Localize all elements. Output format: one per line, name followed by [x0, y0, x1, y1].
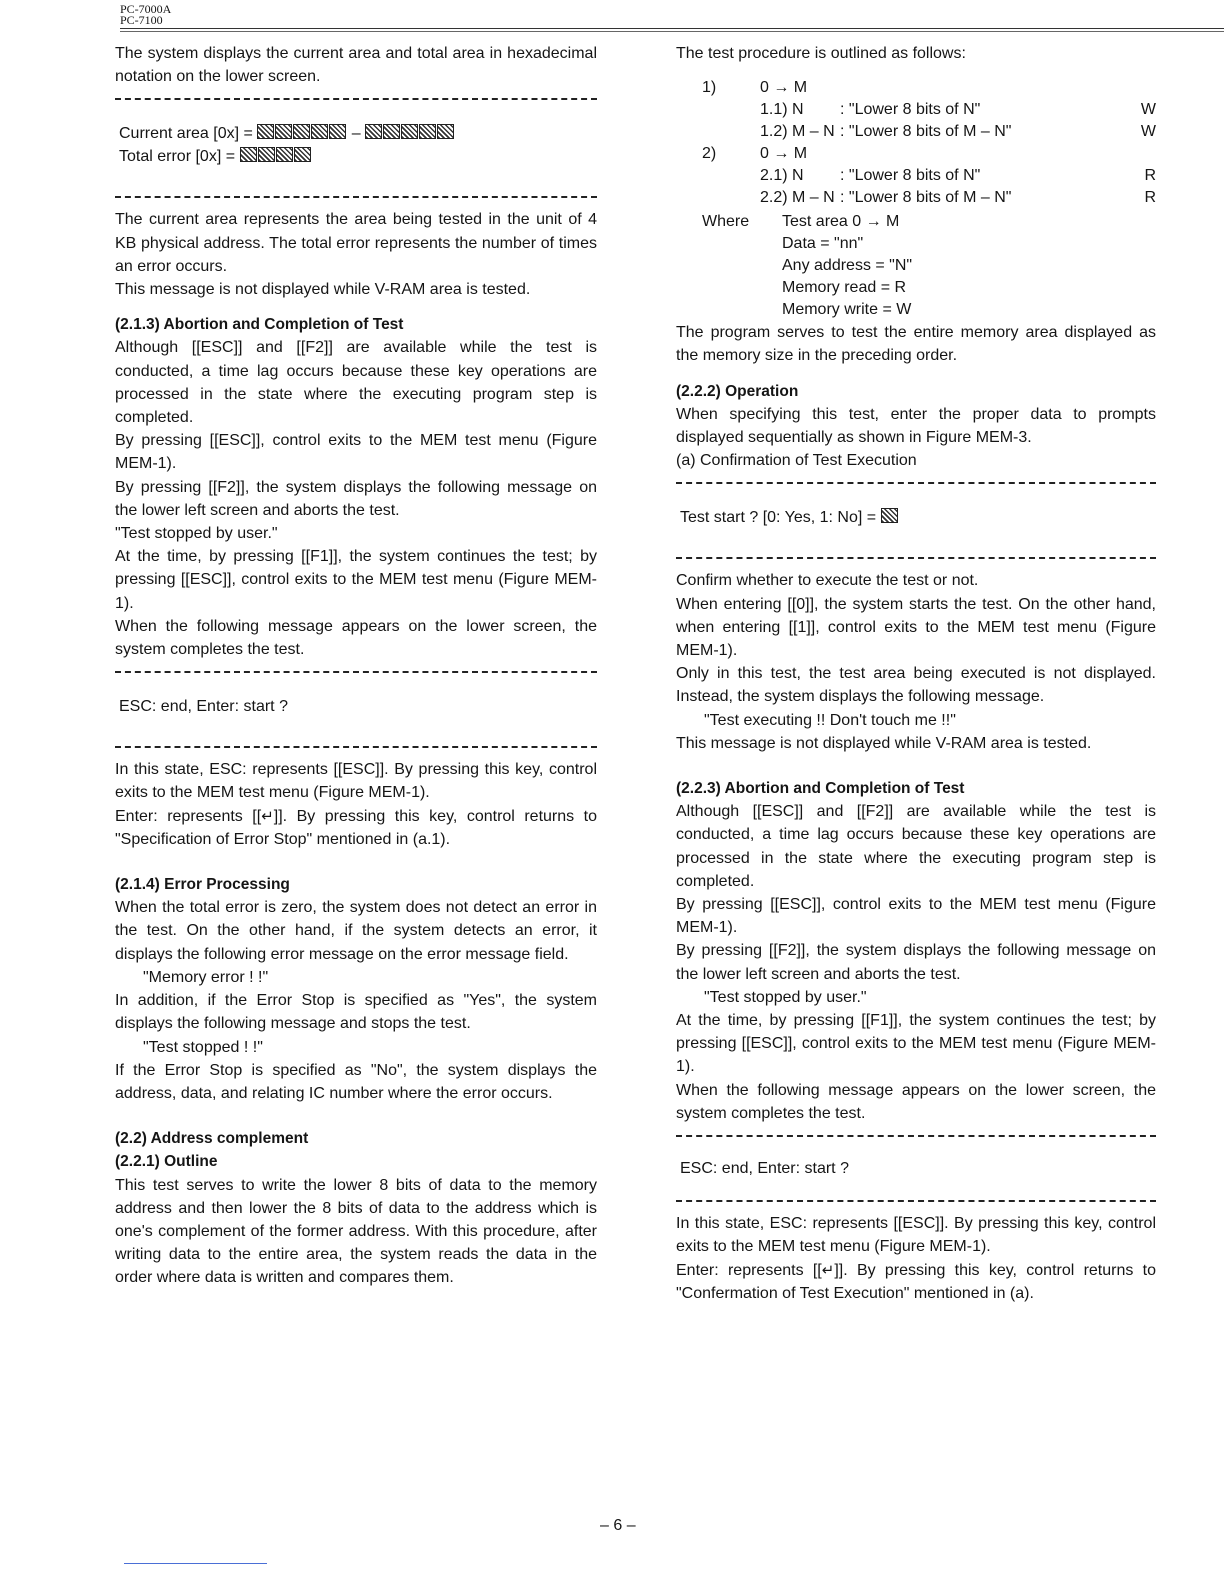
procedure-step: 2.2) M – N : "Lower 8 bits of M – N" R	[760, 189, 1156, 207]
paragraph: Confirm whether to execute the test or not.	[676, 572, 979, 590]
paragraph: This message is not displayed while V-RAM area is tested.	[676, 734, 1092, 752]
paragraph: If the Error Stop is specified as "No", the system displays the address, data, and relating IC number where the error occurs.	[115, 1061, 597, 1102]
paragraph: (a) Confirmation of Test Execution	[676, 452, 917, 470]
where-item: Test area 0 → M	[782, 213, 900, 231]
procedure-step: 2.1) N : "Lower 8 bits of N" R	[760, 167, 1156, 185]
left-column	[115, 42, 597, 1290]
dashed-rule	[115, 98, 597, 100]
paragraph: The system displays the current area and total area in hexadecimal notation on the lower screen.	[115, 45, 597, 86]
screen-line: ESC: end, Enter: start ?	[119, 698, 288, 716]
paragraph: When the following message appears on the lower screen, the system completes the test.	[676, 1081, 1156, 1122]
procedure-step: 2) 0 → M	[702, 145, 808, 163]
paragraph: When the total error is zero, the system does not detect an error in the test. On the other hand, if the system detects an error, it displays the following error message on the error message field.	[115, 899, 597, 963]
dashed-rule	[676, 482, 1156, 484]
enter-key-icon: ↵	[821, 1261, 835, 1279]
dashed-rule	[115, 196, 597, 198]
quoted-message: "Test stopped by user."	[704, 988, 867, 1006]
section-heading: (2.2) Address complement	[115, 1130, 309, 1148]
procedure-step: 1.1) N : "Lower 8 bits of N" W	[760, 101, 1156, 119]
dashed-rule	[115, 671, 597, 673]
quoted-message: "Memory error ! !"	[143, 968, 269, 986]
paragraph: Enter: represents [[↵]]. By pressing this key, control returns to "Confermation of Test Execution" mentioned in (a).	[676, 1259, 1156, 1305]
header-rule	[120, 28, 1224, 29]
page-header	[120, 4, 1224, 26]
model-line-1: PC-7000A	[120, 2, 172, 16]
paragraph: When the following message appears on the lower screen, the system completes the test.	[115, 617, 597, 659]
page-number: – 6 –	[600, 1517, 636, 1534]
dashed-rule	[676, 1200, 1156, 1202]
screen-line-current-area	[119, 122, 597, 145]
paragraph: The test procedure is outlined as follows:	[676, 45, 966, 62]
masked-hex-digit-icon	[257, 125, 347, 142]
masked-hex-digit-icon	[881, 509, 899, 526]
paragraph: By pressing [[F2]], the system displays the following message on the lower left screen and aborts the test.	[676, 942, 1156, 983]
screen-label: Current area [0x] =	[119, 125, 253, 143]
paragraph: This message is not displayed while V-RAM area is tested.	[115, 281, 531, 299]
section-heading: (2.1.4) Error Processing	[115, 876, 290, 894]
header-rule-2	[120, 31, 1224, 32]
paragraph: Only in this test, the test area being executed is not displayed. Instead, the system displays the following message.	[676, 665, 1156, 706]
paragraph: By pressing [[F2]], the system displays the following message on the lower left screen and aborts the test.	[115, 478, 597, 519]
paragraph: At the time, by pressing [[F1]], the system continues the test; by pressing [[ESC]], control exits to the MEM test menu (Figure MEM-1).	[676, 1012, 1156, 1076]
paragraph: In addition, if the Error Stop is specified as "Yes", the system displays the following message and stops the test.	[115, 992, 597, 1033]
where-item: Memory write = W	[782, 301, 912, 319]
procedure-list	[676, 77, 1156, 321]
model-line-2: PC-7100	[120, 13, 163, 27]
right-column	[676, 42, 1156, 1305]
dashed-rule	[115, 746, 597, 748]
procedure-step: 1) 0 → M	[702, 79, 808, 97]
section-heading: (2.2.2) Operation	[676, 382, 799, 400]
where-item: Data = "nn"	[782, 235, 864, 253]
paragraph: The program serves to test the entire memory area displayed as the memory size in the preceding order.	[676, 324, 1156, 365]
paragraph: Although [[ESC]] and [[F2]] are available while the test is conducted, a time lag occurs because these key operations are processed in the state where the executing program step is completed.	[115, 339, 597, 427]
paragraph: In this state, ESC: represents [[ESC]]. By pressing this key, control exits to the MEM test menu (Figure MEM-1).	[115, 761, 597, 802]
procedure-step: 1.2) M – N : "Lower 8 bits of M – N" W	[760, 123, 1156, 141]
paragraph: Although [[ESC]] and [[F2]] are available while the test is conducted, a time lag occurs because these key operations are processed in the state where the executing program step is completed.	[676, 803, 1156, 890]
section-heading: (2.2.1) Outline	[115, 1153, 218, 1171]
screen-line: Test start ? [0: Yes, 1: No] =	[680, 509, 877, 527]
where-item: Memory read = R	[782, 279, 907, 297]
screen-separator: –	[351, 125, 361, 143]
paragraph: The current area represents the area being tested in the unit of 4 KB physical address. The total error represents the number of times an error occurs.	[115, 211, 597, 275]
screen-line-total-error	[119, 145, 597, 168]
paragraph: When entering [[0]], the system starts the test. On the other hand, when entering [[1]], control exits to the MEM test menu (Figure MEM-1).	[676, 595, 1156, 660]
where-legend	[702, 211, 1156, 321]
where-label: Where	[702, 213, 750, 231]
paragraph: By pressing [[ESC]], control exits to the MEM test menu (Figure MEM-1).	[676, 896, 1156, 937]
quoted-message: "Test stopped by user."	[115, 525, 278, 543]
paragraph: In this state, ESC: represents [[ESC]]. By pressing this key, control exits to the MEM test menu (Figure MEM-1).	[676, 1215, 1156, 1256]
paragraph: When specifying this test, enter the proper data to prompts displayed sequentially as shown in Figure MEM-3.	[676, 405, 1156, 447]
paragraph: This test serves to write the lower 8 bits of data to the memory address and then lower the 8 bits of data to the address which is one's complement of the former address. With this procedure, after writing data to the entire area, the system reads the data in the order where data is written and compares them.	[115, 1176, 597, 1287]
screen-sample-confirm	[676, 482, 1156, 559]
screen-sample-area	[115, 98, 597, 198]
section-heading: (2.1.3) Abortion and Completion of Test	[115, 316, 404, 334]
masked-hex-digit-icon	[240, 148, 312, 165]
paragraph: By pressing [[ESC]], control exits to the MEM test menu (Figure MEM-1).	[115, 432, 597, 473]
screen-label: Total error [0x] =	[119, 148, 236, 166]
enter-key-icon: ↵	[261, 807, 274, 825]
dashed-rule	[676, 1135, 1156, 1137]
dashed-rule	[676, 557, 1156, 559]
paragraph: At the time, by pressing [[F1]], the system continues the test; by pressing [[ESC]], control exits to the MEM test menu (Figure MEM-1).	[115, 548, 597, 612]
screen-sample-prompt	[676, 1135, 1156, 1202]
quoted-message: "Test executing !! Don't touch me !!"	[704, 711, 956, 729]
section-heading: (2.2.3) Abortion and Completion of Test	[676, 780, 965, 798]
where-item: Any address = "N"	[782, 257, 913, 275]
paragraph: Enter: represents [[↵]]. By pressing this key, control returns to "Specification of Error Stop" mentioned in (a.1).	[115, 805, 597, 851]
screen-sample-prompt	[115, 671, 597, 748]
footer-rule	[124, 1563, 267, 1564]
masked-hex-digit-icon	[365, 125, 455, 142]
screen-line: ESC: end, Enter: start ?	[680, 1160, 849, 1178]
quoted-message: "Test stopped ! !"	[143, 1038, 263, 1056]
